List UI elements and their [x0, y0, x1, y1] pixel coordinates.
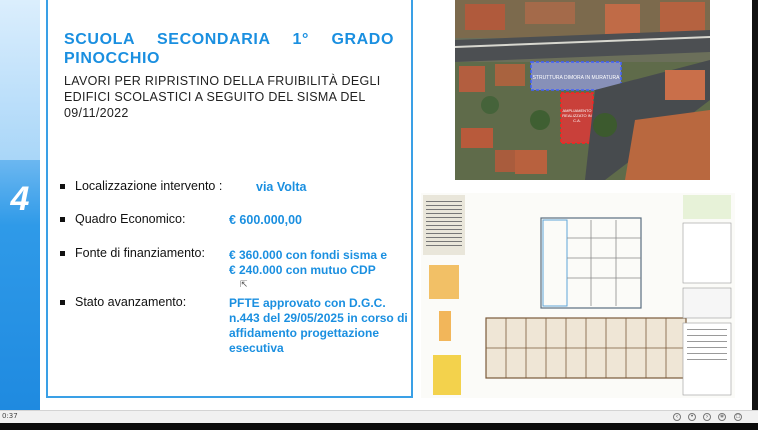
info-row-quadro-economico — [60, 212, 185, 226]
info-label: Stato avanzamento: — [75, 295, 187, 309]
slide-subtitle: LAVORI PER RIPRISTINO DELLA FRUIBILITÀ DEGLI EDIFICI SCOLASTICI A SEGUITO DEL SISMA DEL 09/11/2022 — [64, 74, 381, 120]
player-control-bar — [0, 410, 758, 423]
info-row-stato-avanzamento — [60, 295, 186, 309]
info-row-fonte-finanziamento — [60, 246, 205, 260]
bullet-icon — [60, 217, 65, 222]
slide-number: 4 — [10, 180, 30, 218]
map-label-red: AMPLIAMENTO REALIZZATO IN C.A. — [562, 108, 592, 123]
map-label-blue: STRUTTURA DIMORA IN MURATURA — [532, 75, 620, 81]
slide-side-bar — [0, 0, 40, 410]
architectural-plan-image — [421, 193, 735, 398]
window-edge — [752, 0, 758, 410]
aerial-site-photo — [455, 0, 710, 180]
next-icon[interactable]: › — [703, 413, 711, 421]
info-value-fonte-line1: € 360.000 con fondi sisma e — [229, 248, 388, 262]
info-value-stato-line4: esecutiva — [229, 341, 284, 355]
playback-time: 0:37 — [2, 412, 18, 420]
settings-icon[interactable]: ∗ — [719, 414, 725, 420]
bullet-icon — [60, 184, 65, 189]
info-value-stato-line1: PFTE approvato con D.G.C. — [229, 296, 386, 310]
side-bar-highlight — [0, 0, 40, 160]
info-value-stato-line3: affidamento progettazione — [229, 326, 380, 340]
previous-icon[interactable]: ‹ — [673, 413, 681, 421]
info-label: Localizzazione intervento : — [75, 179, 223, 193]
info-label: Quadro Economico: — [75, 212, 186, 226]
fullscreen-icon[interactable]: □ — [734, 413, 742, 421]
info-value-quadro-economico: € 600.000,00 — [229, 213, 302, 227]
slide-title: SCUOLA SECONDARIA 1° GRADO PINOCCHIO — [64, 31, 394, 67]
info-value-stato-line2: n.443 del 29/05/2025 in corso di — [229, 311, 408, 325]
mouse-cursor-icon: ⇱ — [240, 279, 248, 289]
play-icon[interactable]: • — [688, 413, 696, 421]
bullet-icon — [60, 251, 65, 256]
info-row-localizzazione — [60, 179, 222, 193]
info-value-localizzazione: via Volta — [256, 180, 307, 194]
bullet-icon — [60, 300, 65, 305]
info-label: Fonte di finanziamento: — [75, 246, 205, 260]
info-value-fonte-line2: € 240.000 con mutuo CDP — [229, 263, 376, 277]
